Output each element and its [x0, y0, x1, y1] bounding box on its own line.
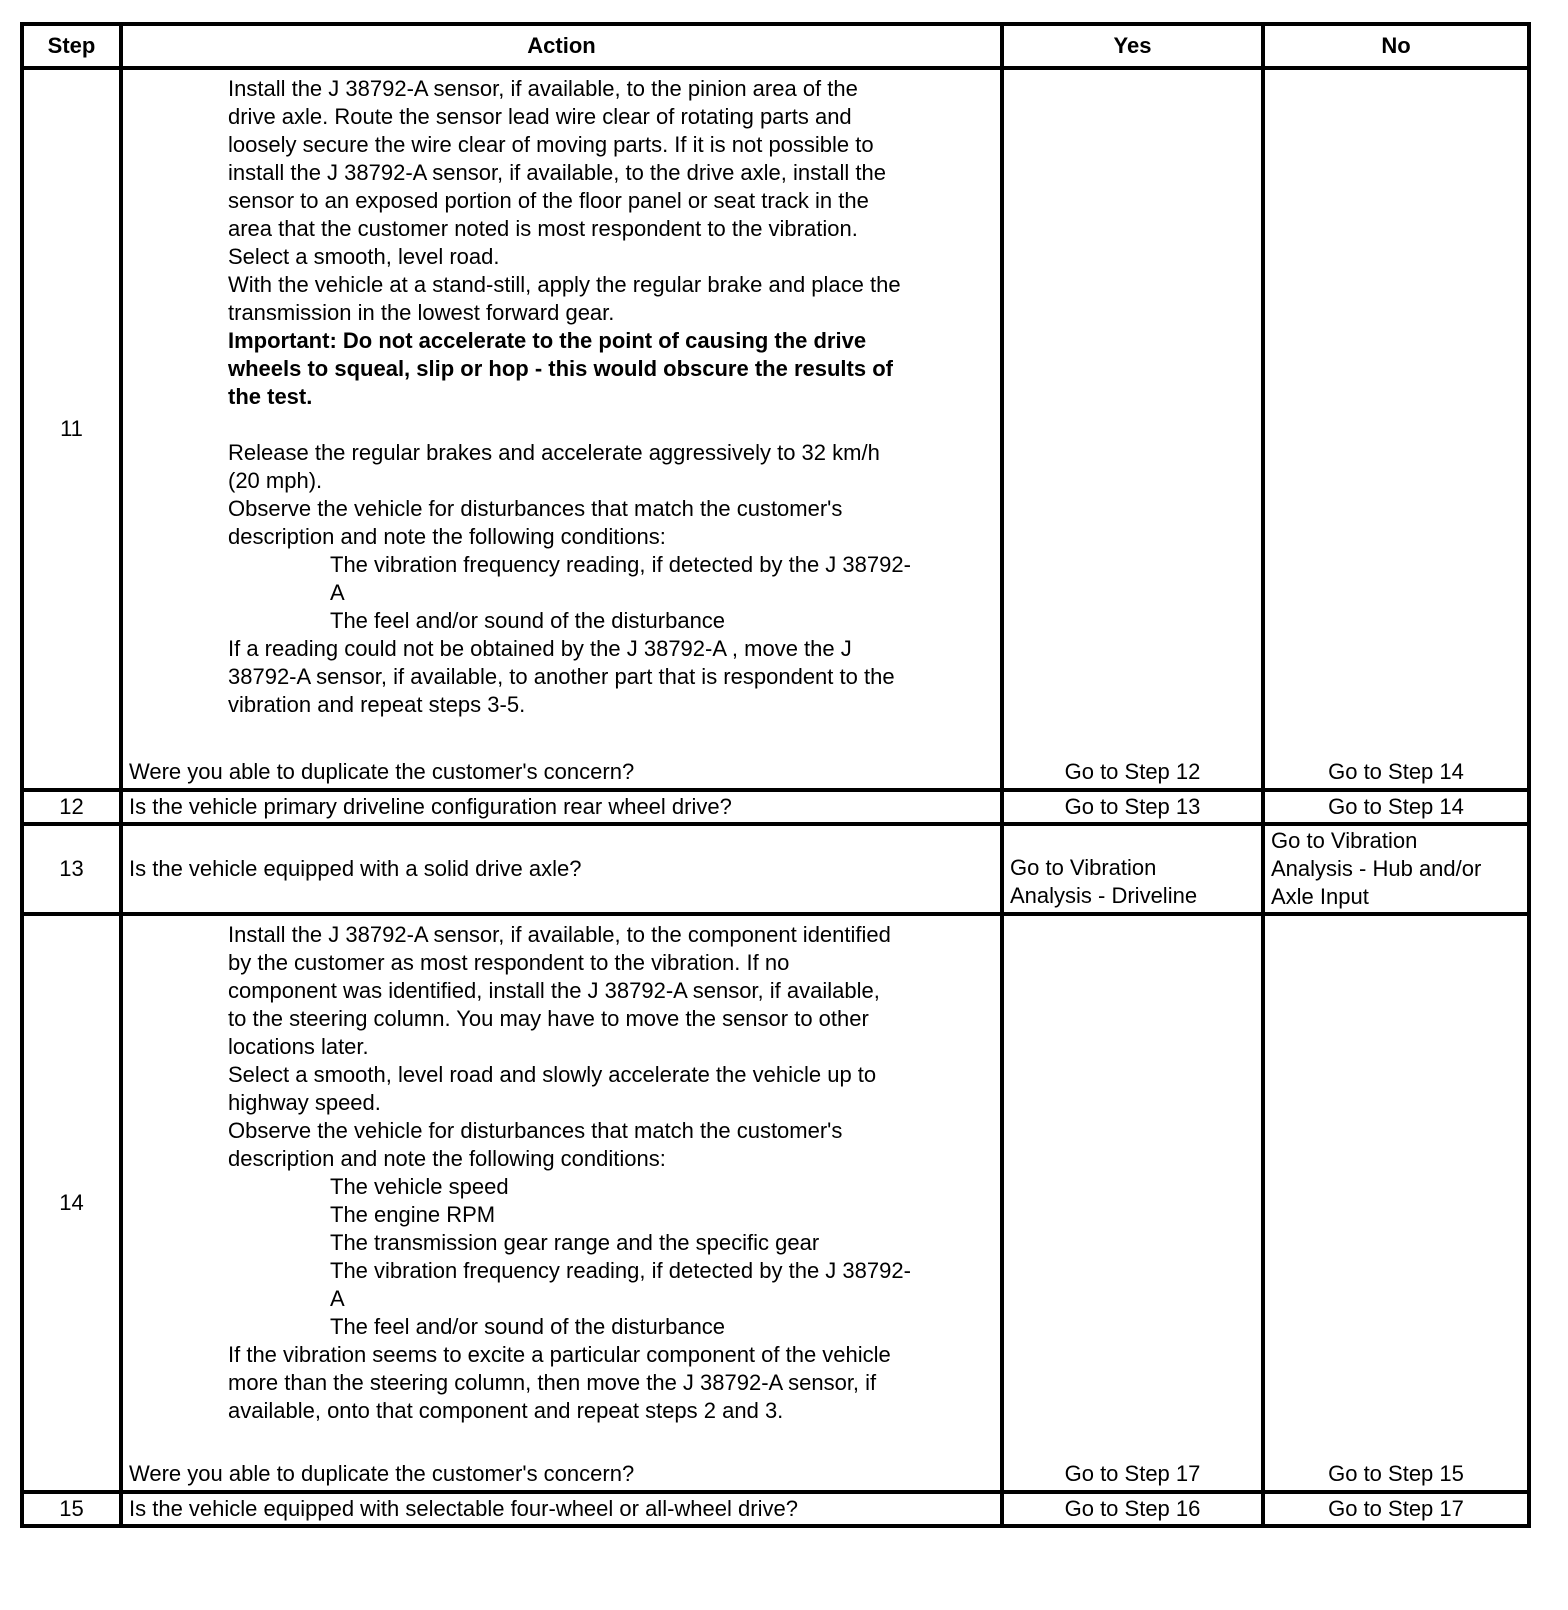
condition-item: The vibration frequency reading, if detected by the J 38792-	[330, 1258, 911, 1283]
no-cell	[1263, 824, 1529, 914]
action-line: to the steering column. You may have to move the sensor to other	[228, 1006, 869, 1031]
action-instructions	[123, 70, 1000, 719]
yes-link-line: Go to Vibration	[1010, 855, 1157, 880]
yes-link[interactable]: Go to Step 16	[1064, 1496, 1201, 1521]
action-line: description and note the following conditions:	[228, 1146, 666, 1171]
no-link-line: Analysis - Hub and/or	[1271, 856, 1482, 881]
action-line: drive axle. Route the sensor lead wire clear of rotating parts and	[228, 104, 852, 129]
yes-cell	[1002, 824, 1263, 914]
no-link-line: Axle Input	[1271, 884, 1369, 909]
yes-cell	[1002, 790, 1263, 824]
condition-item: The vibration frequency reading, if detected by the J 38792-	[330, 552, 911, 577]
condition-item: A	[330, 1286, 345, 1311]
yes-link[interactable]	[1004, 854, 1261, 912]
step-number: 15	[22, 1492, 121, 1526]
step-number: 13	[22, 824, 121, 914]
important-note-line: the test.	[228, 384, 313, 409]
action-line: more than the steering column, then move the J 38792-A sensor, if	[228, 1370, 877, 1395]
yes-cell	[1002, 1492, 1263, 1526]
table-row-step-11	[22, 68, 1529, 790]
table-row-step-13	[22, 824, 1529, 914]
action-line: If the vibration seems to excite a particular component of the vehicle	[228, 1342, 891, 1367]
action-question: Is the vehicle primary driveline configuration rear wheel drive?	[129, 794, 732, 819]
yes-link[interactable]: Go to Step 12	[1064, 759, 1201, 784]
action-line: component was identified, install the J 38792-A sensor, if available,	[228, 978, 880, 1003]
action-cell	[121, 790, 1002, 824]
condition-item: The feel and/or sound of the disturbance	[330, 1314, 726, 1339]
header-yes: Yes	[1002, 24, 1263, 68]
action-cell	[121, 68, 1002, 790]
condition-item: A	[330, 580, 345, 605]
condition-item: The vehicle speed	[330, 1174, 509, 1199]
important-note-line: wheels to squeal, slip or hop - this would obscure the results of	[228, 356, 893, 381]
yes-link-line: Analysis - Driveline	[1010, 883, 1198, 908]
condition-item: The engine RPM	[330, 1202, 496, 1227]
action-line: vibration and repeat steps 3-5.	[228, 692, 526, 717]
action-cell	[121, 824, 1002, 914]
header-no: No	[1263, 24, 1529, 68]
step-number: 12	[22, 790, 121, 824]
action-line: area that the customer noted is most respondent to the vibration.	[228, 216, 858, 241]
no-cell	[1263, 790, 1529, 824]
action-line: Observe the vehicle for disturbances that match the customer's	[228, 1118, 843, 1143]
step-number: 14	[22, 914, 121, 1492]
action-question: Were you able to duplicate the customer's concern?	[129, 759, 635, 784]
important-note-line: Important: Do not accelerate to the point of causing the drive	[228, 328, 867, 353]
action-line: transmission in the lowest forward gear.	[228, 300, 615, 325]
header-step: Step	[22, 24, 121, 68]
no-link[interactable]: Go to Step 14	[1328, 794, 1464, 819]
action-line: sensor to an exposed portion of the floor panel or seat track in the	[228, 188, 869, 213]
action-cell	[121, 1492, 1002, 1526]
no-cell	[1263, 1492, 1529, 1526]
action-cell	[121, 914, 1002, 1492]
diagnostic-table	[20, 22, 1531, 1528]
action-line: (20 mph).	[228, 468, 323, 493]
no-link[interactable]	[1265, 827, 1527, 911]
action-line: With the vehicle at a stand-still, apply the regular brake and place the	[228, 272, 901, 297]
header-row	[22, 24, 1529, 68]
table-row-step-14	[22, 914, 1529, 1492]
no-link[interactable]: Go to Step 17	[1328, 1496, 1464, 1521]
action-line: available, onto that component and repeat steps 2 and 3.	[228, 1398, 784, 1423]
action-line: If a reading could not be obtained by the J 38792-A , move the J	[228, 636, 852, 661]
no-cell	[1263, 68, 1529, 790]
action-question: Is the vehicle equipped with a solid drive axle?	[129, 856, 582, 881]
action-line: Release the regular brakes and accelerate aggressively to 32 km/h	[228, 440, 880, 465]
action-line: locations later.	[228, 1034, 369, 1059]
header-action: Action	[121, 24, 1002, 68]
no-cell	[1263, 914, 1529, 1492]
table-row-step-15	[22, 1492, 1529, 1526]
yes-link[interactable]: Go to Step 13	[1064, 794, 1201, 819]
action-instructions	[123, 916, 1000, 1425]
no-link[interactable]: Go to Step 15	[1328, 1461, 1464, 1486]
yes-link[interactable]: Go to Step 17	[1064, 1461, 1201, 1486]
action-line: Install the J 38792-A sensor, if available, to the component identified	[228, 922, 891, 947]
yes-cell	[1002, 68, 1263, 790]
action-question: Is the vehicle equipped with selectable four-wheel or all-wheel drive?	[129, 1496, 798, 1521]
no-link-line: Go to Vibration	[1271, 828, 1418, 853]
action-line: loosely secure the wire clear of moving parts. If it is not possible to	[228, 132, 874, 157]
action-line: by the customer as most respondent to the vibration. If no	[228, 950, 790, 975]
action-line: highway speed.	[228, 1090, 381, 1115]
condition-item: The feel and/or sound of the disturbance	[330, 608, 726, 633]
action-line: Select a smooth, level road and slowly accelerate the vehicle up to	[228, 1062, 877, 1087]
action-question: Were you able to duplicate the customer's concern?	[129, 1461, 635, 1486]
step-number: 11	[22, 68, 121, 790]
table-row-step-12	[22, 790, 1529, 824]
action-line: install the J 38792-A sensor, if available, to the drive axle, install the	[228, 160, 886, 185]
action-line: Observe the vehicle for disturbances that match the customer's	[228, 496, 843, 521]
action-line: Select a smooth, level road.	[228, 244, 500, 269]
action-line: description and note the following conditions:	[228, 524, 666, 549]
action-line: Install the J 38792-A sensor, if available, to the pinion area of the	[228, 76, 858, 101]
condition-item: The transmission gear range and the specific gear	[330, 1230, 820, 1255]
action-line: 38792-A sensor, if available, to another part that is respondent to the	[228, 664, 895, 689]
yes-cell	[1002, 914, 1263, 1492]
no-link[interactable]: Go to Step 14	[1328, 759, 1464, 784]
